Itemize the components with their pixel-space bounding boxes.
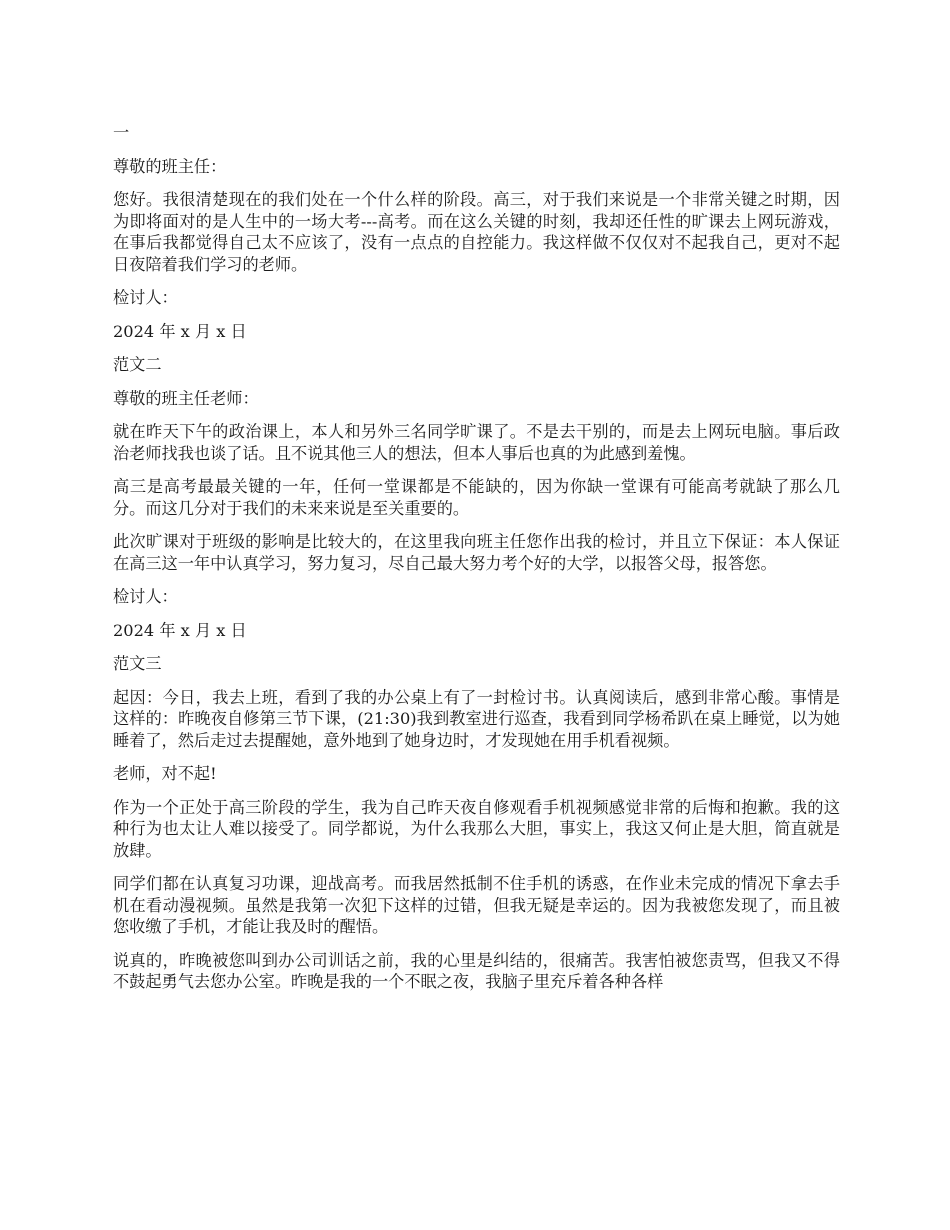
date-2: 2024 年 x 月 x 日	[113, 620, 247, 640]
body-paragraph-3: 高三是高考最最关键的一年，任何一堂课都是不能缺的，因为你缺一堂课有可能高考就缺了那么几分。而这几分对于我们的未来来说是至关重要的。	[113, 477, 840, 518]
body-paragraph-4: 此次旷课对于班级的影响是比较大的，在这里我向班主任您作出我的检讨，并且立下保证：本人保证在高三这一年中认真学习，努力复习，尽自己最大努力考个好的大学，以报答父母，报答您。	[113, 532, 840, 573]
body-paragraph-5: 起因：今日，我去上班，看到了我的办公桌上有了一封检讨书。认真阅读后，感到非常心酸。事情是这样的：昨晚夜自修第三节下课，(21:30)我到教室进行巡查，我看到同学杨希趴在桌上睡觉，以为她睡着了，然后走过去提醒她，意外地到了她身边时，才发现她在用手机看视频。	[113, 687, 840, 750]
document-body	[113, 122, 840, 1005]
body-paragraph-2: 就在昨天下午的政治课上，本人和另外三名同学旷课了。不是去干别的，而是去上网玩电脑。事后政治老师找我也谈了话。且不说其他三人的想法，但本人事后也真的为此感到羞愧。	[113, 422, 840, 463]
body-paragraph-6: 作为一个正处于高三阶段的学生，我为自己昨天夜自修观看手机视频感觉非常的后悔和抱歉。我的这种行为也太让人难以接受了。同学都说，为什么我那么大胆，事实上，我这又何止是大胆，简直就是放肆。	[113, 797, 840, 860]
body-paragraph-7: 同学们都在认真复习功课，迎战高考。而我居然抵制不住手机的诱惑，在作业未完成的情况下拿去手机在看动漫视频。虽然是我第一次犯下这样的过错，但我无疑是幸运的。因为我被您发现了，而且被您收缴了手机，才能让我及时的醒悟。	[113, 874, 840, 936]
section-title-2: 范文二	[113, 355, 162, 374]
section-title-3: 范文三	[113, 654, 162, 673]
apology-line: 老师，对不起!	[113, 764, 217, 783]
body-paragraph-1: 您好。我很清楚现在的我们处在一个什么样的阶段。高三，对于我们来说是一个非常关键之时期，因为即将面对的是人生中的一场大考---高考。而在这么关键的时刻，我却还任性的旷课去上网玩游戏，在事后我都觉得自己太不应该了，没有一点点的自控能力。我这样做不仅仅对不起我自己，更对不起日夜陪着我们学习的老师。	[113, 190, 840, 274]
section-number: 一	[113, 123, 130, 142]
signature-label-2: 检讨人：	[113, 587, 178, 606]
signature-label-1: 检讨人：	[113, 288, 178, 307]
body-paragraph-8: 说真的，昨晚被您叫到办公司训话之前，我的心里是纠结的，很痛苦。我害怕被您责骂，但我又不得不鼓起勇气去您办公室。昨晚是我的一个不眠之夜，我脑子里充斥着各种各样	[113, 950, 840, 991]
salutation-2: 尊敬的班主任老师：	[113, 388, 259, 408]
date-1: 2024 年 x 月 x 日	[113, 321, 247, 341]
salutation-1: 尊敬的班主任：	[113, 156, 227, 176]
